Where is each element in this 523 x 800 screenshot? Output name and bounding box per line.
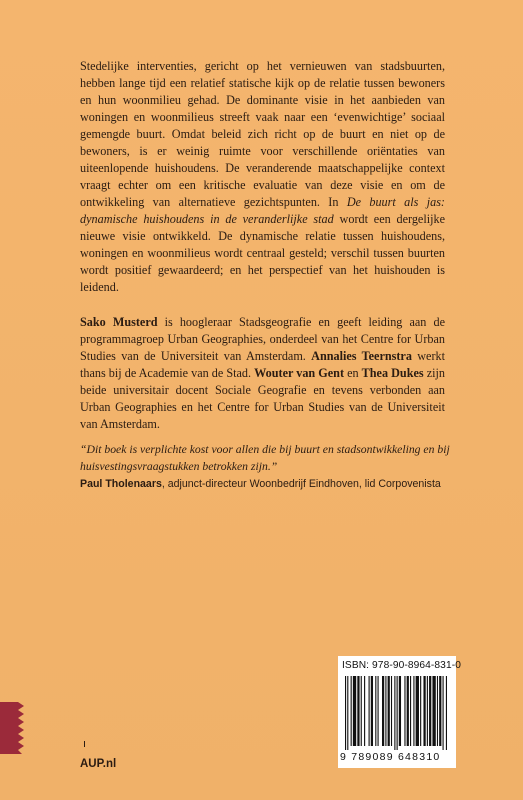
barcode-bar <box>416 676 419 746</box>
barcode-bar <box>413 676 414 746</box>
barcode-bar <box>357 676 359 746</box>
barcode-bar <box>369 676 370 746</box>
book-description <box>80 58 445 296</box>
barcode-bar <box>361 676 362 746</box>
barcode-bar <box>423 676 425 746</box>
author-name-4: Thea Dukes <box>361 366 424 380</box>
barcode-bar <box>375 676 376 746</box>
author-connector: en <box>344 366 362 380</box>
isbn-label: ISBN: 978-90-8964-831-0 <box>342 660 461 671</box>
barcode-bar <box>394 676 395 750</box>
barcode-bar <box>443 676 444 750</box>
endorser-name: Paul Tholenaars <box>80 478 162 490</box>
barcode-bar <box>446 676 447 750</box>
barcode-bar <box>351 676 352 746</box>
barcode-bar <box>420 676 421 746</box>
endorsement <box>80 441 450 492</box>
barcode-bar <box>432 676 435 746</box>
text-column <box>80 58 445 433</box>
barcode-bar <box>410 676 411 746</box>
endorsement-quote: “Dit boek is verplichte kost voor allen die bij buurt en stadsontwikkeling en bij huisvestingsvraagstukken betrokken zijn.” <box>80 443 450 473</box>
barcode-bars <box>342 676 452 750</box>
barcode-bar <box>391 676 392 746</box>
barcode-bar <box>385 676 386 746</box>
author-bio-2: werkt thans bij de Academie van de Stad. <box>80 349 445 380</box>
barcode-bar <box>378 676 379 746</box>
barcode-bar <box>399 676 401 746</box>
barcode-bar <box>439 676 441 746</box>
barcode-bar <box>397 676 398 750</box>
endorser-role: , adjunct-directeur Woonbedrijf Eindhoven, lid Corpovenista <box>161 478 441 490</box>
barcode-bar <box>407 676 409 746</box>
author-name-3: Wouter van Gent <box>254 366 344 380</box>
barcode-digits: 9 789089 648310 <box>340 751 441 763</box>
barcode-bar <box>437 676 438 746</box>
publisher-url[interactable]: AUP.nl <box>80 758 117 770</box>
barcode-bar <box>347 676 348 750</box>
barcode-bar <box>429 676 431 746</box>
description-part-2: wordt een dergelijke nieuwe visie ontwikkeld. De dynamische relatie tussen huishoudens, woningen en woonmilieus wordt centraal gesteld; verschil tussen buurten wordt positief gewaardeerd; en het perspectief van het huishouden is leidend. <box>80 212 445 294</box>
description-part-1: Stedelijke interventies, gericht op het vernieuwen van stadsbuurten, hebben lange tijd een relatief statische kijk op de relatie tussen bewoners en hun woonmilieu gehad. De dominante visie in het aanbieden van woningen en woonmilieus streeft vaak naar een ‘evenwichtige’ sociaal gemengde buurt. Omdat beleid zich richt op de buurt en niet op de bewoners, is er weinig ruimte voor verschillende oriëntaties van uiteenlopende huishoudens. De veranderende maatschappelijke context vraagt echter om een kritische evaluatie van deze visie en om de ontwikkeling van alternatieve gezichtspunten. In <box>80 59 445 209</box>
book-title-inline: De buurt als jas: dynamische huishoudens in de veranderlijke stad <box>80 195 445 226</box>
barcode-bar <box>427 676 428 746</box>
barcode-bar <box>364 676 365 746</box>
author-name-1: Sako Musterd <box>80 315 158 329</box>
barcode-bar <box>382 676 384 746</box>
author-bios <box>80 314 445 433</box>
barcode-bar <box>371 676 373 746</box>
endorsement-attribution <box>80 477 450 492</box>
divider-tick <box>84 741 85 747</box>
barcode-bar <box>404 676 405 746</box>
isbn-barcode <box>338 656 461 768</box>
barcode-bar <box>353 676 356 746</box>
publisher-logo-mark <box>0 702 34 754</box>
author-bio-1: is hoogleraar Stadsgeografie en geeft leiding aan de programmagroep Urban Geographies, onderdeel van het Centre for Urban Studies van de Universiteit van Amsterdam. <box>80 315 445 363</box>
barcode-bar <box>345 676 346 750</box>
author-name-2: Annalies Teernstra <box>311 349 412 363</box>
barcode-bar <box>388 676 390 746</box>
author-bio-3: zijn beide universitair docent Sociale Geografie en tevens verbonden aan Urban Geographies en het Centre for Urban Studies van de Universiteit van Amsterdam. <box>80 366 445 431</box>
